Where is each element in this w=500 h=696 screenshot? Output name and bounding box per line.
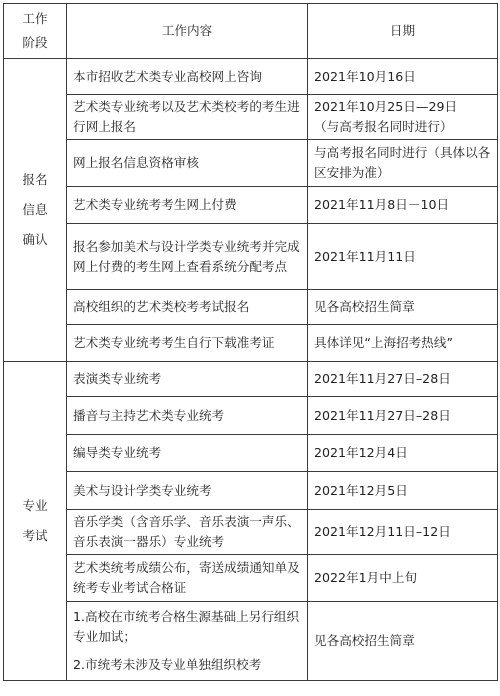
row-content xyxy=(67,602,308,681)
table-row xyxy=(4,602,498,681)
row-date: 2021年12月5日 xyxy=(308,472,498,510)
table-row xyxy=(4,510,498,555)
table-row xyxy=(4,95,498,140)
row-content-line-1: 1.高校在市统考合格生源基础上另行组织专业加试； xyxy=(73,609,300,644)
row-date: 2021年12月4日 xyxy=(308,435,498,472)
table-row xyxy=(4,224,498,290)
row-date: 见各高校招生简章 xyxy=(308,290,498,325)
row-date: 2021年10月16日 xyxy=(308,59,498,95)
table-row xyxy=(4,59,498,95)
table-row xyxy=(4,472,498,510)
row-content: 表演类专业统考 xyxy=(67,362,308,397)
row-content: 艺术类专业统考考生网上付费 xyxy=(67,187,308,224)
row-date: 2021年12月11日–12日 xyxy=(308,510,498,555)
row-content-line-2: 2.市统考未涉及专业单独组织校考 xyxy=(73,657,262,672)
table-row xyxy=(4,290,498,325)
table-row xyxy=(4,325,498,362)
stage-registration: 报名 信息 确认 xyxy=(4,59,67,362)
row-content: 报名参加美术与设计学类专业统考并完成网上付费的考生网上查看系统分配考点 xyxy=(67,224,308,290)
row-content: 播音与主持艺术类专业统考 xyxy=(67,397,308,435)
header-content: 工作内容 xyxy=(67,4,308,59)
stage-exam: 专业 考试 xyxy=(4,362,67,681)
row-date: 具体详见“上海招考热线” xyxy=(308,325,498,362)
schedule-table xyxy=(3,3,498,681)
row-date: 与高考报名同时进行（具体以各区安排为准） xyxy=(308,140,498,187)
row-date: 2021年11月27日–28日 xyxy=(308,397,498,435)
table-row xyxy=(4,187,498,224)
row-date: 2021年11月8日－10日 xyxy=(308,187,498,224)
row-date: 2021年10月25日—29日 （与高考报名同时进行） xyxy=(308,95,498,140)
row-content: 音乐学类（含音乐学、音乐表演一声乐、音乐表演一器乐）专业统考 xyxy=(67,510,308,555)
row-content: 编导类专业统考 xyxy=(67,435,308,472)
row-date: 2022年1月中上旬 xyxy=(308,555,498,602)
table-row xyxy=(4,140,498,187)
table-row xyxy=(4,362,498,397)
table-row xyxy=(4,555,498,602)
row-content: 艺术类统考成绩公布，寄送成绩通知单及统考专业考试合格证 xyxy=(67,555,308,602)
row-content: 网上报名信息资格审核 xyxy=(67,140,308,187)
header-date: 日期 xyxy=(308,4,498,59)
table-row xyxy=(4,397,498,435)
row-content: 美术与设计学类专业统考 xyxy=(67,472,308,510)
row-date: 2021年11月27日–28日 xyxy=(308,362,498,397)
row-content: 本市招收艺术类专业高校网上咨询 xyxy=(67,59,308,95)
row-date: 2021年11月11日 xyxy=(308,224,498,290)
header-row xyxy=(4,4,498,59)
row-content: 高校组织的艺术类校考考试报名 xyxy=(67,290,308,325)
table-row xyxy=(4,435,498,472)
row-content: 艺术类专业统考以及艺术类校考的考生进行网上报名 xyxy=(67,95,308,140)
row-content: 艺术类专业统考考生自行下载准考证 xyxy=(67,325,308,362)
header-stage: 工作 阶段 xyxy=(4,4,67,59)
row-date: 见各高校招生简章 xyxy=(308,602,498,681)
